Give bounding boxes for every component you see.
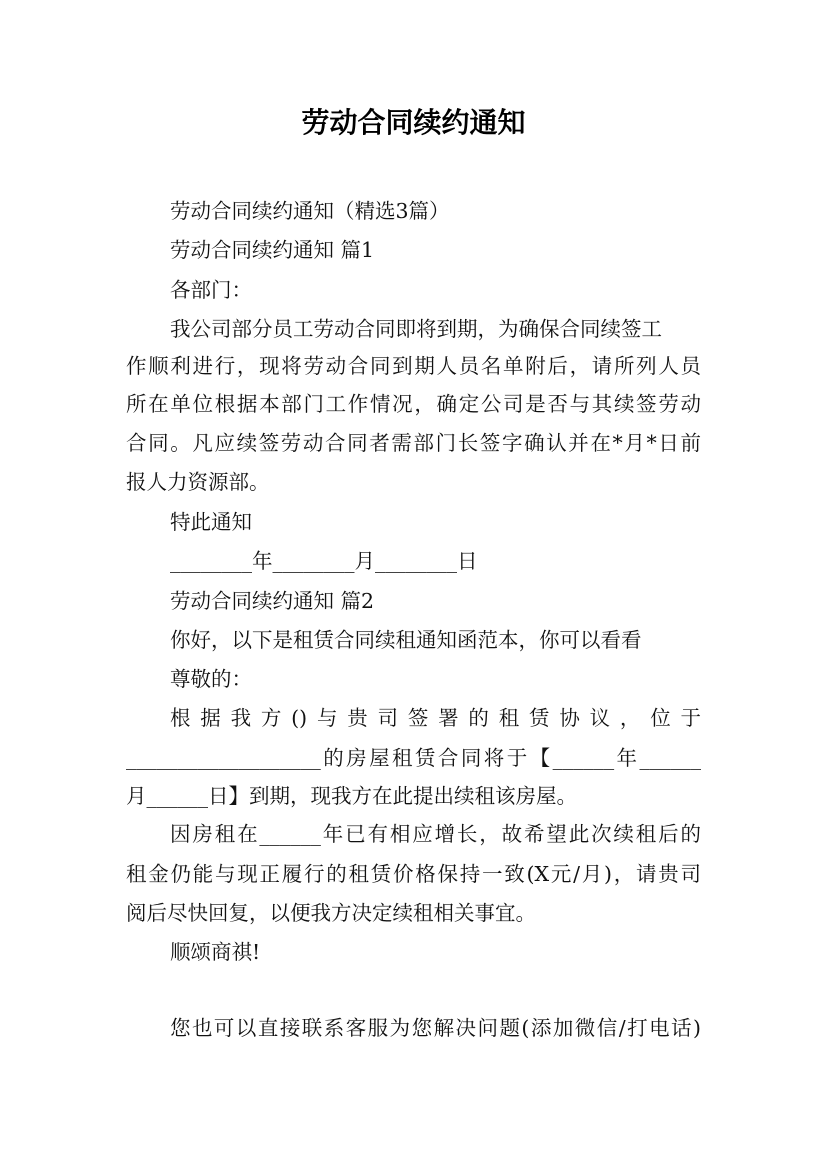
article2-para1-line: 月______日】到期，现我方在此提出续租该房屋。 [126, 784, 577, 808]
article1-body-line: 报人力资源部。 [126, 470, 270, 494]
article1-closing: 特此通知 [170, 510, 252, 534]
article1-heading: 劳动合同续约通知 篇1 [170, 238, 375, 262]
article1-salutation: 各部门： [170, 278, 252, 302]
document-title: 劳动合同续约通知 [301, 106, 526, 139]
article1-date-line: ________年________月________日 [170, 549, 478, 573]
article2-closing: 顺颂商祺! [170, 940, 261, 964]
article2-para1-line: ___________________的房屋租赁合同将于【______年______ [126, 746, 701, 770]
footer-contact-note: 您也可以直接联系客服为您解决问题(添加微信/打电话) [170, 1016, 701, 1040]
article2-para2-line: 因房租在______年已有相应增长，故希望此次续租后的 [170, 822, 701, 846]
article2-para2-line: 租金仍能与现正履行的租赁价格保持一致(X元/月)，请贵司 [126, 862, 701, 886]
article1-body-line: 所在单位根据本部门工作情况，确定公司是否与其续签劳动 [126, 392, 701, 416]
article1-body-line: 我公司部分员工劳动合同即将到期，为确保合同续签工 [170, 317, 662, 341]
article1-body-line: 作顺利进行，现将劳动合同到期人员名单附后，请所列人员 [126, 354, 701, 378]
article1-body-line: 合同。凡应续签劳动合同者需部门长签字确认并在*月*日前 [126, 431, 701, 455]
article2-para2-line: 阅后尽快回复，以便我方决定续租相关事宜。 [126, 901, 536, 925]
article2-heading: 劳动合同续约通知 篇2 [170, 589, 375, 613]
article2-para1-line: 根据我方()与贵司签署的租赁协议，位于 [170, 706, 701, 730]
article2-salutation: 尊敬的： [170, 667, 252, 691]
document-subtitle: 劳动合同续约通知（精选3篇） [170, 199, 450, 223]
article2-intro: 你好，以下是租赁合同续租通知函范本，你可以看看 [170, 628, 642, 652]
